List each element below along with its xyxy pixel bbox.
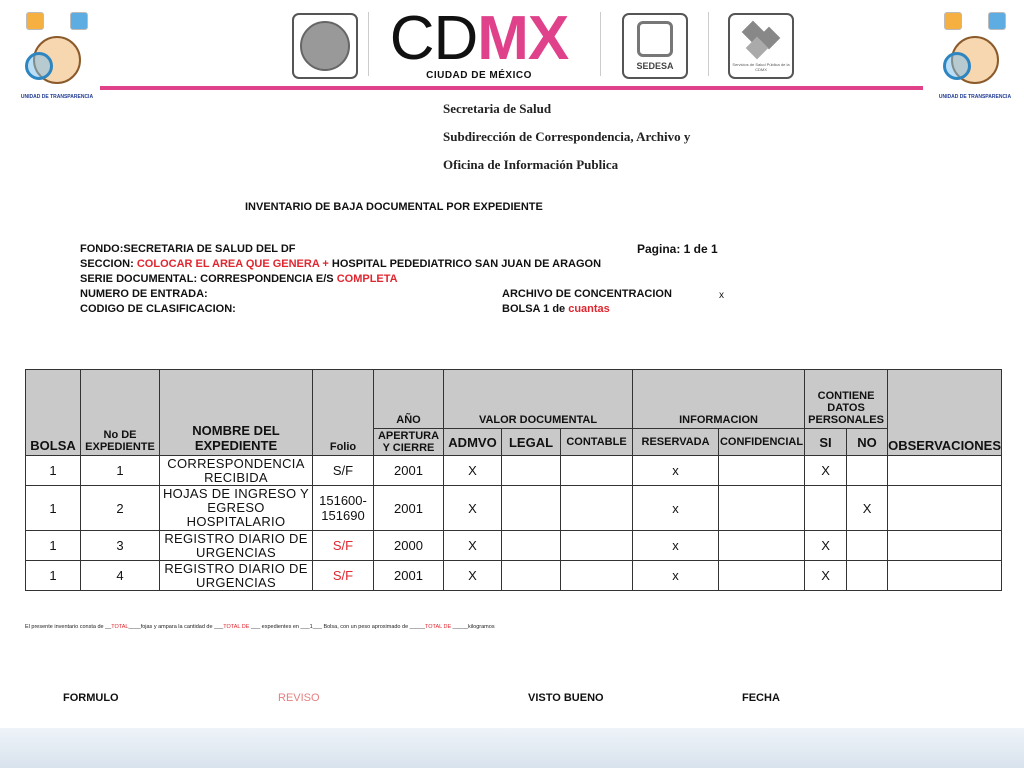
cell-reservada: x (633, 561, 719, 591)
cell-confidencial (719, 456, 805, 486)
cell-legal (502, 531, 561, 561)
cell-legal (502, 561, 561, 591)
cell-bolsa: 1 (26, 531, 81, 561)
inventory-table (25, 369, 1002, 591)
header-nombre: NOMBRE DEL EXPEDIENTE (160, 370, 313, 456)
table-row (26, 561, 1002, 591)
cell-expediente: 1 (81, 456, 160, 486)
cell-folio: S/F (313, 561, 374, 591)
cell-si (805, 486, 847, 531)
decorative-floor (0, 728, 1024, 768)
seccion-value: HOSPITAL PEDEDIATRICO SAN JUAN DE ARAGON (328, 258, 602, 270)
cell-folio: 151600-151690 (313, 486, 374, 531)
header-anio: AÑO (374, 370, 444, 429)
numero-entrada: NUMERO DE ENTRADA: (80, 288, 208, 300)
cell-nombre: CORRESPONDENCIA RECIBIDA (160, 456, 313, 486)
serie-status: COMPLETA (336, 273, 398, 285)
transparency-unit-logo-left (20, 12, 94, 108)
cell-observaciones (888, 486, 1002, 531)
sedesa-logo (622, 13, 688, 79)
page-indicator: Pagina: 1 de 1 (637, 242, 718, 256)
header-no-expediente: No DE EXPEDIENTE (81, 370, 160, 456)
cell-expediente: 2 (81, 486, 160, 531)
header-pink-rule (100, 86, 923, 90)
government-seal-logo (292, 13, 358, 79)
brand-subtitle: CIUDAD DE MÉXICO (426, 70, 532, 81)
cell-observaciones (888, 531, 1002, 561)
signature-reviso: REVISO (278, 692, 320, 704)
bolsa-placeholder: cuantas (568, 303, 610, 315)
cell-admvo: X (444, 531, 502, 561)
cell-folio: S/F (313, 456, 374, 486)
servicios-label: Servicios de Salud Pública de la CDMX (732, 62, 790, 72)
brand-mx: MX (477, 4, 569, 73)
divider (368, 12, 369, 76)
footnote-part-1: El presente inventario consta de __ (25, 624, 112, 630)
cell-contable (561, 456, 633, 486)
cell-admvo: X (444, 456, 502, 486)
cell-legal (502, 486, 561, 531)
cell-admvo: X (444, 486, 502, 531)
header-si: SI (805, 429, 847, 456)
archivo-mark: x (719, 290, 724, 301)
cell-si: X (805, 456, 847, 486)
serie-label: SERIE DOCUMENTAL: CORRESPONDENCIA E/S (80, 273, 337, 285)
header-informacion: INFORMACION (633, 370, 805, 429)
header-admvo: ADMVO (444, 429, 502, 456)
cell-anio: 2000 (374, 531, 444, 561)
ut-logo-label: UNIDAD DE TRANSPARENCIA (938, 94, 1012, 100)
header-contiene-datos: CONTIENE DATOS PERSONALES (805, 370, 888, 429)
office-line-1: Secretaria de Salud (443, 101, 552, 116)
sedesa-label: SEDESA (636, 61, 674, 71)
document-title: INVENTARIO DE BAJA DOCUMENTAL POR EXPEDIENTE (245, 201, 543, 213)
cell-expediente: 4 (81, 561, 160, 591)
cell-reservada: x (633, 456, 719, 486)
cell-no: X (847, 486, 888, 531)
header-confidencial: CONFIDENCIAL (719, 429, 805, 456)
footnote-total-1: TOTAL (111, 624, 129, 630)
divider (600, 12, 601, 76)
header-contable: CONTABLE (561, 429, 633, 456)
cell-confidencial (719, 561, 805, 591)
cell-bolsa: 1 (26, 561, 81, 591)
header-bolsa: BOLSA (26, 370, 81, 456)
header-folio: Folio (313, 370, 374, 456)
cell-anio: 2001 (374, 561, 444, 591)
seal-icon (300, 21, 350, 71)
cell-observaciones (888, 456, 1002, 486)
cell-admvo: X (444, 561, 502, 591)
badge-icon (26, 12, 44, 30)
diamonds-icon (741, 20, 781, 60)
cell-reservada: x (633, 531, 719, 561)
header-reservada: RESERVADA (633, 429, 719, 456)
header-valor-documental: VALOR DOCUMENTAL (444, 370, 633, 429)
sedesa-icon (637, 21, 673, 57)
cell-reservada: x (633, 486, 719, 531)
footnote-total-3: TOTAL DE (424, 624, 452, 630)
bolsa-label: BOLSA 1 de (502, 303, 569, 315)
cell-no (847, 456, 888, 486)
table-row (26, 456, 1002, 486)
header-observaciones: OBSERVACIONES (888, 370, 1002, 456)
header-legal: LEGAL (502, 429, 561, 456)
cell-observaciones (888, 561, 1002, 591)
footnote-part-4: _____kilogramos (451, 624, 495, 630)
cell-si: X (805, 561, 847, 591)
cdmx-logo (378, 4, 580, 81)
ut-logo-label: UNIDAD DE TRANSPARENCIA (20, 94, 94, 100)
serie-line (80, 273, 398, 285)
inspector-icon (33, 36, 81, 84)
header-apertura: APERTURA Y CIERRE (374, 429, 444, 456)
bolsa-line (502, 303, 610, 315)
badge-icon (988, 12, 1006, 30)
cell-contable (561, 561, 633, 591)
seccion-placeholder: COLOCAR EL AREA QUE GENERA + (136, 258, 329, 270)
brand-cd: CD (389, 4, 478, 73)
cell-contable (561, 486, 633, 531)
badge-icon (944, 12, 962, 30)
cell-confidencial (719, 486, 805, 531)
seccion-line (80, 258, 601, 270)
divider (708, 12, 709, 76)
cell-si: X (805, 531, 847, 561)
footnote-part-3: ___ expedientes en ___1___ Bolsa, con un peso aproximado de _____ (249, 624, 425, 630)
cell-nombre: HOJAS DE INGRESO Y EGRESO HOSPITALARIO (160, 486, 313, 531)
cell-legal (502, 456, 561, 486)
signature-fecha: FECHA (742, 692, 780, 704)
codigo-clasificacion: CODIGO DE CLASIFICACION: (80, 303, 236, 315)
cell-confidencial (719, 531, 805, 561)
cell-expediente: 3 (81, 531, 160, 561)
cell-nombre: REGISTRO DIARIO DE URGENCIAS (160, 561, 313, 591)
cell-anio: 2001 (374, 456, 444, 486)
cell-anio: 2001 (374, 486, 444, 531)
transparency-unit-logo-right (938, 12, 1012, 108)
office-line-3: Oficina de Información Publica (443, 157, 619, 172)
fondo-line: FONDO:SECRETARIA DE SALUD DEL DF (80, 243, 296, 255)
seccion-label: SECCION: (80, 258, 137, 270)
table-row (26, 531, 1002, 561)
cell-bolsa: 1 (26, 486, 81, 531)
cell-nombre: REGISTRO DIARIO DE URGENCIAS (160, 531, 313, 561)
header-no: NO (847, 429, 888, 456)
inventory-footnote (25, 624, 495, 630)
cell-bolsa: 1 (26, 456, 81, 486)
signature-formulo: FORMULO (63, 692, 119, 704)
cell-contable (561, 531, 633, 561)
inspector-icon (951, 36, 999, 84)
table-row (26, 486, 1002, 531)
office-line-2: Subdirección de Correspondencia, Archivo y (443, 129, 691, 144)
footnote-total-2: TOTAL DE (223, 624, 250, 630)
footnote-part-2: ____fojas y ampara la cantidad de ___ (128, 624, 224, 630)
cell-no (847, 531, 888, 561)
cell-folio: S/F (313, 531, 374, 561)
signature-visto-bueno: VISTO BUENO (528, 692, 604, 704)
servicios-salud-logo (728, 13, 794, 79)
cell-no (847, 561, 888, 591)
badge-icon (70, 12, 88, 30)
archivo-concentracion: ARCHIVO DE CONCENTRACION (502, 288, 672, 300)
